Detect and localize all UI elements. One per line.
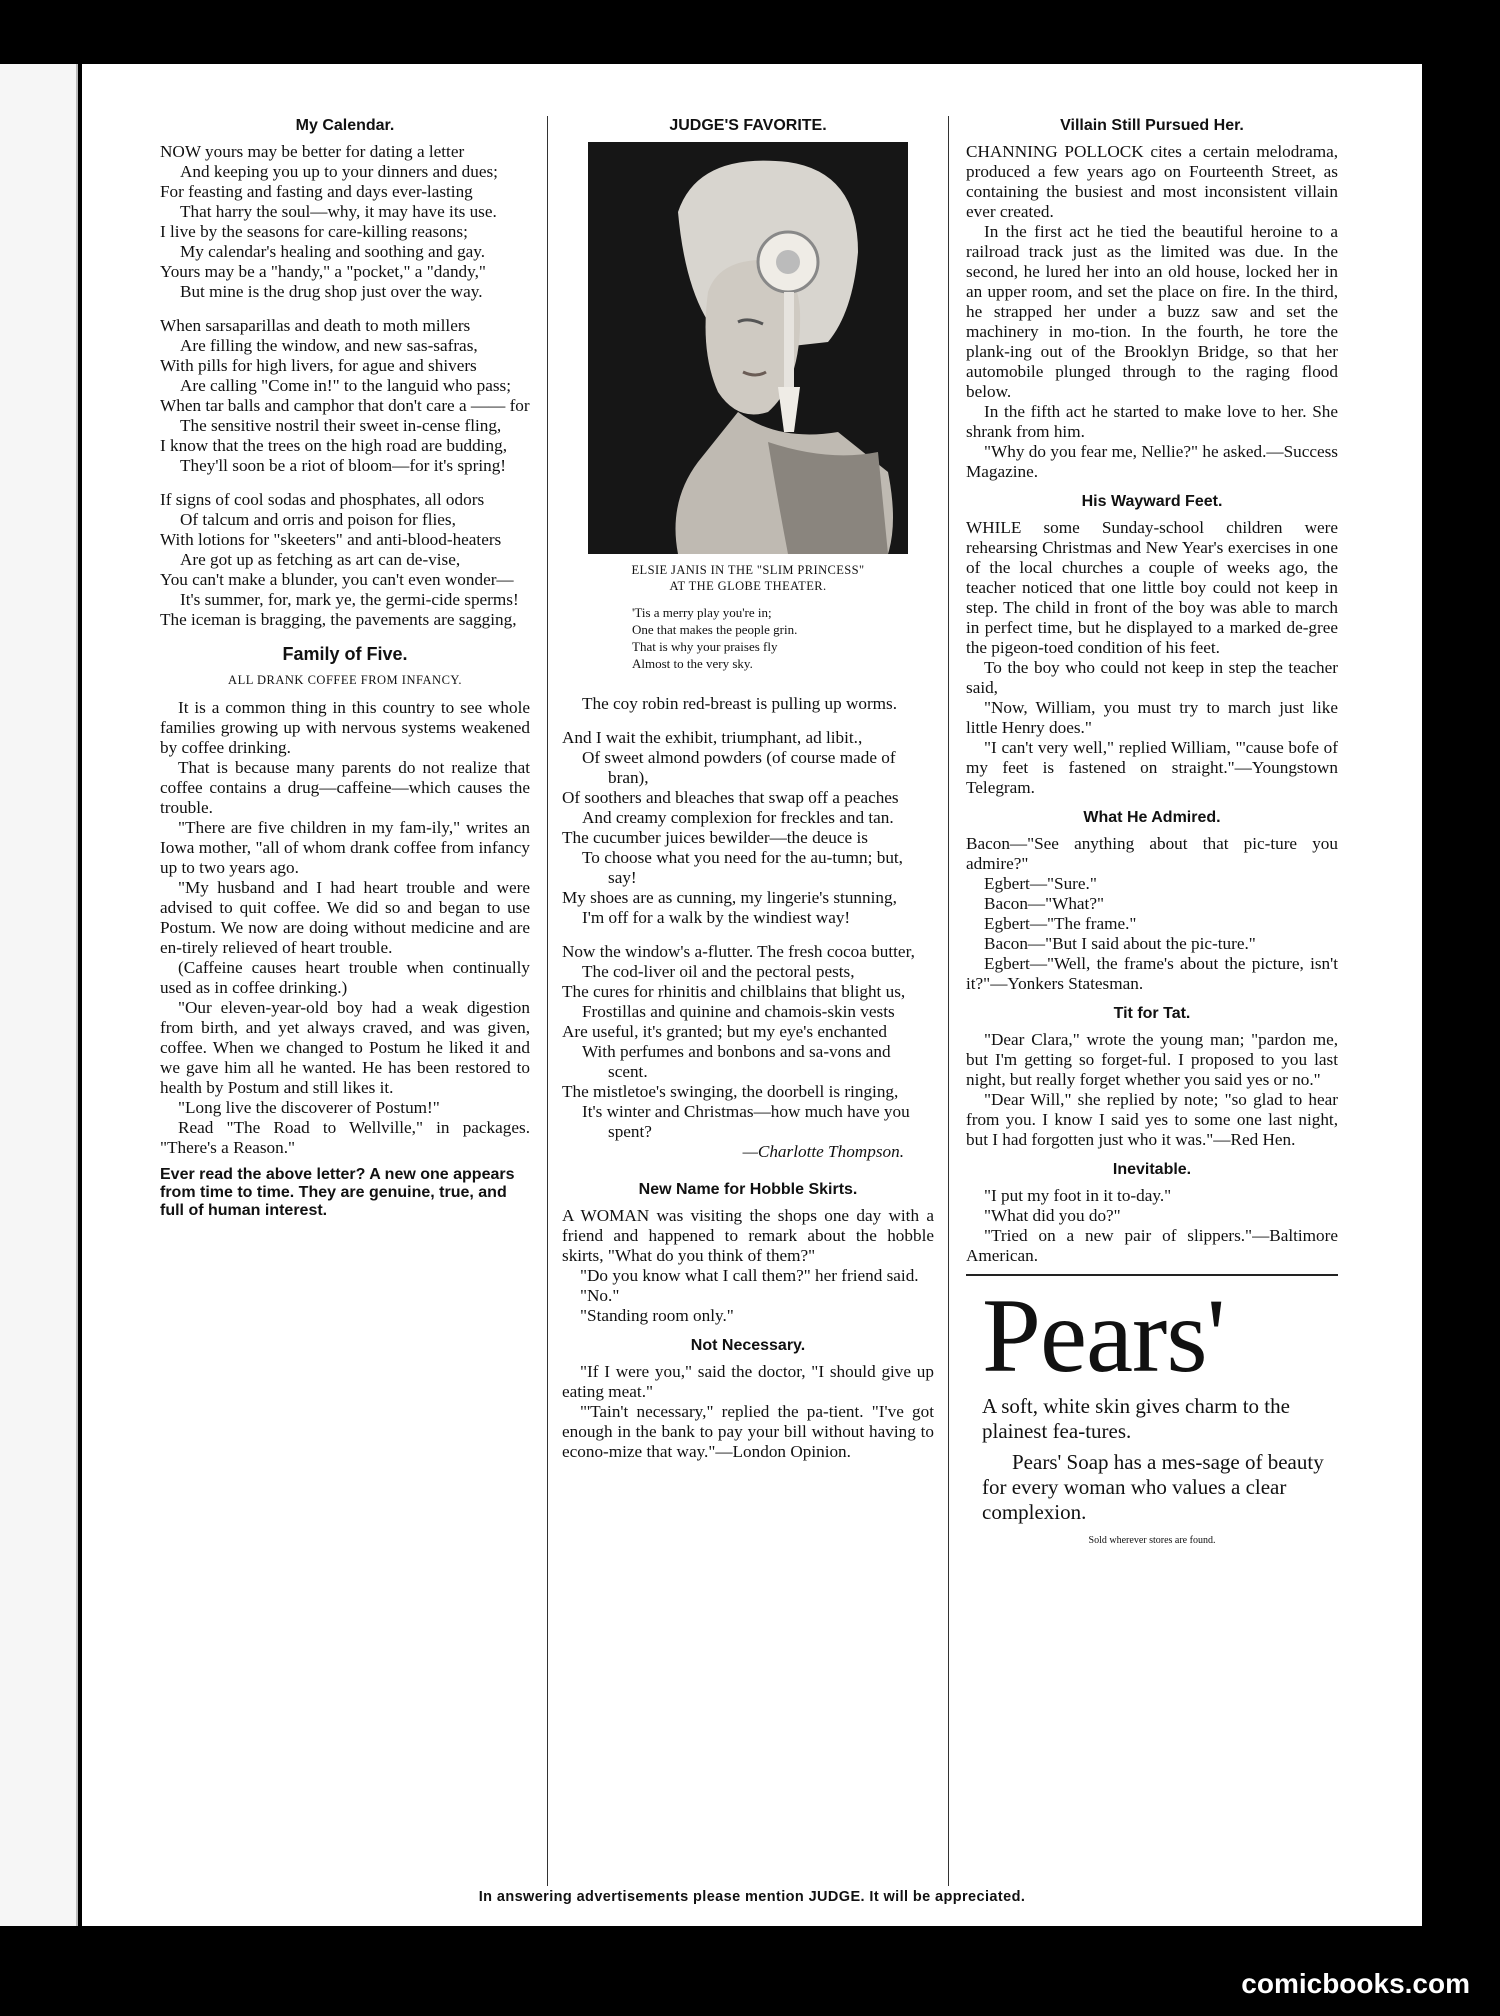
poem-stanza-3: [562, 942, 934, 1142]
poem-line: It's summer, for, mark ye, the germi-cide sperms!: [180, 590, 519, 609]
column-left: [160, 116, 530, 1220]
tit-title: Tit for Tat.: [1113, 1005, 1191, 1022]
poem-stanza-2: [562, 728, 934, 928]
poem-line: Are filling the window, and new sas-safras,: [180, 336, 478, 355]
admired-article: [966, 834, 1338, 994]
poem-line: I live by the seasons for care-killing reasons;: [160, 222, 468, 241]
poem-line: Are calling "Come in!" to the languid who pass;: [180, 376, 511, 395]
paragraph: "My husband and I had heart trouble and were advised to quit coffee. We did so and began to use Postum. We now are doing without medicine and are en-tirely relieved of heart trouble.: [160, 878, 530, 957]
pears-brand: Pears': [982, 1277, 1225, 1394]
inevitable-article: [966, 1186, 1338, 1266]
pears-advertisement: [966, 1277, 1338, 1551]
poem-line: I know that the trees on the high road are budding,: [160, 436, 507, 455]
paragraph: That is because many parents do not realize that coffee contains a drug—caffeine—which causes the trouble.: [160, 758, 530, 817]
paragraph: "'Tain't necessary," replied the pa-tient. "I've got enough in the bank to pay your bill without having to econo-mize that way."—London Opinion.: [562, 1402, 934, 1461]
paragraph: Bacon—"See anything about that pic-ture you admire?": [966, 834, 1338, 873]
poem-line: If signs of cool sodas and phosphates, all odors: [160, 490, 485, 509]
poem-line: I'm off for a walk by the windiest way!: [582, 908, 851, 927]
column-right: [966, 116, 1338, 1551]
watermark: comicbooks.com: [1241, 1968, 1470, 1999]
paragraph: "I can't very well," replied William, "'cause bofe of my feet is fastened on straight."—Youngstown Telegram.: [966, 738, 1338, 797]
poem-line: And creamy complexion for freckles and tan.: [582, 808, 894, 827]
poem-line: With lotions for "skeeters" and anti-blood-heaters: [160, 530, 502, 549]
poem-line: With perfumes and bonbons and sa-vons and scent.: [582, 1042, 891, 1081]
paragraph: "Do you know what I call them?" her friend said.: [580, 1266, 919, 1285]
paragraph: Egbert—"Well, the frame's about the picture, isn't it?"—Yonkers Statesman.: [966, 954, 1338, 993]
paragraph: "If I were you," said the doctor, "I should give up eating meat.": [562, 1362, 934, 1401]
portrait-verse: [632, 604, 934, 672]
poem-line: They'll soon be a riot of bloom—for it's spring!: [180, 456, 507, 475]
portrait-caption-2: AT THE GLOBE THEATER.: [669, 579, 827, 593]
villain-article: [966, 142, 1338, 482]
page-footer: In answering advertisements please mention JUDGE. It will be appreciated.: [478, 1889, 1026, 1905]
poem-line: Now the window's a-flutter. The fresh cocoa butter,: [562, 942, 915, 961]
poem-line: The cucumber juices bewilder—the deuce is: [562, 828, 868, 847]
poem-line: That harry the soul—why, it may have its use.: [180, 202, 497, 221]
calendar-stanza-2: [160, 316, 530, 476]
poem-line: Are useful, it's granted; but my eye's enchanted: [562, 1022, 888, 1041]
verse-line: Almost to the very sky.: [632, 656, 753, 671]
notnecessary-title: Not Necessary.: [690, 1337, 806, 1354]
column-middle: [562, 116, 934, 1462]
poem-line: Of soothers and bleaches that swap off a peaches: [562, 788, 899, 807]
paragraph: To the boy who could not keep in step the teacher said,: [966, 658, 1338, 697]
poem-stanza-1: [562, 694, 934, 714]
poem-line: You can't make a blunder, you can't even wonder—: [160, 570, 514, 589]
poem-line: It's winter and Christmas—how much have you spent?: [582, 1102, 910, 1141]
villain-title: Villain Still Pursued Her.: [1060, 117, 1244, 134]
hobble-title: New Name for Hobble Skirts.: [638, 1181, 858, 1198]
poem-line: For feasting and fasting and days ever-lasting: [160, 182, 473, 201]
paragraph: "What did you do?": [984, 1206, 1121, 1225]
poem-line: But mine is the drug shop just over the way.: [180, 282, 483, 301]
favorite-title: JUDGE'S FAVORITE.: [669, 117, 827, 134]
paragraph: A WOMAN was visiting the shops one day with a friend and happened to remark about the hobble skirts, "What do you think of them?": [562, 1206, 934, 1265]
hobble-article: [562, 1206, 934, 1326]
poem-line: The cod-liver oil and the pectoral pests,: [582, 962, 855, 981]
family-subtitle: ALL DRANK COFFEE FROM INFANCY.: [228, 673, 462, 687]
paragraph: "Our eleven-year-old boy had a weak digestion from birth, and yet always craved, and was given, coffee. When we changed to Postum he liked it and we gave him all he wanted. He has been restored to health by Postum and still likes it.: [160, 998, 530, 1097]
pears-found: Sold wherever stores are found.: [1088, 1535, 1216, 1546]
notnecessary-article: [562, 1362, 934, 1462]
column-rule-2: [948, 116, 949, 1886]
poem-line: My calendar's healing and soothing and gay.: [180, 242, 486, 261]
family-closer: Ever read the above letter? A new one appears from time to time. They are genuine, true, and full of human interest.: [160, 1166, 515, 1219]
paragraph: "Long live the discoverer of Postum!": [178, 1098, 440, 1117]
paragraph: CHANNING POLLOCK cites a certain melodrama, produced a few years ago on Fourteenth Street, as containing the busiest and most inconsistent villain ever created.: [966, 142, 1338, 221]
verse-line: That is why your praises fly: [632, 639, 778, 654]
column-rule-1: [547, 116, 548, 1886]
poem-line: When tar balls and camphor that don't care a —— for: [160, 396, 530, 415]
paragraph: "There are five children in my fam-ily," writes an Iowa mother, "all of whom drank coffee from infancy up to two years ago.: [160, 818, 530, 877]
magazine-page: [82, 64, 1422, 1926]
verse-line: 'Tis a merry play you're in;: [632, 605, 772, 620]
poem-line: Of talcum and orris and poison for flies,: [180, 510, 456, 529]
inevitable-title: Inevitable.: [1112, 1161, 1192, 1178]
paragraph: WHILE some Sunday-school children were rehearsing Christmas and New Year's exercises in one of the local churches a couple of weeks ago, the teacher noticed that one little boy could not keep in step. The child in front of the boy was able to march in perfect time, but he displayed to a marked de-gree the pigeon-toed condition of his feet.: [966, 518, 1338, 657]
poem-line: Of sweet almond powders (of course made of bran),: [582, 748, 896, 787]
poem-line: And keeping you up to your dinners and dues;: [180, 162, 498, 181]
poem-line: NOW yours may be better for dating a letter: [160, 142, 465, 161]
paragraph: In the fifth act he started to make love to her. She shrank from him.: [966, 402, 1338, 441]
family-title: Family of Five.: [282, 644, 408, 664]
poem-line: To choose what you need for the au-tumn; but, say!: [582, 848, 903, 887]
paragraph: "Dear Clara," wrote the young man; "pardon me, but I'm getting so forget-ful. I proposed to you last night, but really forget whether you said yes or no.": [966, 1030, 1338, 1089]
poem-line: And I wait the exhibit, triumphant, ad libit.,: [562, 728, 863, 747]
calendar-stanza-1: [160, 142, 530, 302]
paragraph: "Tried on a new pair of slippers."—Baltimore American.: [966, 1226, 1338, 1265]
poem-line: Yours may be a "handy," a "pocket," a "dandy,": [160, 262, 486, 281]
facing-page-edge: [0, 64, 78, 1926]
paragraph: In the first act he tied the beautiful heroine to a railroad track just as the limited was due. In the second, he lured her into an old house, locked her in an upper room, and set the place on fire. In the third, he strapped her under a buzz saw and set the machinery in mo-tion. In the fourth, he tore the plank-ing out of the Brooklyn Bridge, so that her automobile plunged through to the raging flood below.: [966, 222, 1338, 401]
portrait-caption-1: ELSIE JANIS IN THE "SLIM PRINCESS": [631, 563, 865, 577]
poem-line: The iceman is bragging, the pavements are sagging,: [160, 610, 517, 629]
poem-line: When sarsaparillas and death to moth millers: [160, 316, 471, 335]
paragraph: Bacon—"What?": [984, 894, 1104, 913]
ad-divider: [966, 1274, 1338, 1276]
paragraph: Egbert—"Sure.": [984, 874, 1097, 893]
portrait-photo: [588, 142, 908, 554]
wayward-article: [966, 518, 1338, 798]
calendar-stanza-3: [160, 490, 530, 630]
poem-line: Frostillas and quinine and chamois-skin vests: [582, 1002, 895, 1021]
paragraph: "Why do you fear me, Nellie?" he asked.—Success Magazine.: [966, 442, 1338, 481]
pears-text-2: Pears' Soap has a mes-sage of beauty for every woman who values a clear complexion.: [982, 1450, 1324, 1524]
paragraph: "Standing room only.": [580, 1306, 734, 1325]
paragraph: "No.": [580, 1286, 620, 1305]
paragraph: "Now, William, you must try to march just like little Henry does.": [966, 698, 1338, 737]
paragraph: Bacon—"But I said about the pic-ture.": [984, 934, 1256, 953]
calendar-title: My Calendar.: [295, 117, 395, 134]
family-article: [160, 698, 530, 1158]
poem-line: The mistletoe's swinging, the doorbell is ringing,: [562, 1082, 899, 1101]
paragraph: Read "The Road to Wellville," in packages. "There's a Reason.": [160, 1118, 530, 1157]
poem-line: With pills for high livers, for ague and shivers: [160, 356, 477, 375]
elsie-janis-portrait: [588, 142, 908, 554]
paragraph: (Caffeine causes heart trouble when continually used as in coffee drinking.): [160, 958, 530, 997]
paragraph: "I put my foot in it to-day.": [984, 1186, 1172, 1205]
poem-line: Are got up as fetching as art can de-vise,: [180, 550, 461, 569]
poem-line: The cures for rhinitis and chilblains that blight us,: [562, 982, 906, 1001]
paragraph: Egbert—"The frame.": [984, 914, 1137, 933]
paragraph: "Dear Will," she replied by note; "so glad to hear from you. I know I said yes to some one last night, but I had forgotten just who it was."—Red Hen.: [966, 1090, 1338, 1149]
verse-line: One that makes the people grin.: [632, 622, 798, 637]
admired-title: What He Admired.: [1083, 809, 1221, 826]
wayward-title: His Wayward Feet.: [1081, 493, 1223, 510]
paragraph: It is a common thing in this country to see whole families growing up with nervous systems weakened by coffee drinking.: [160, 698, 530, 757]
poem-signature: —Charlotte Thompson.: [742, 1142, 904, 1161]
tit-article: [966, 1030, 1338, 1150]
poem-line: My shoes are as cunning, my lingerie's stunning,: [562, 888, 897, 907]
pears-text-1: A soft, white skin gives charm to the plainest fea-tures.: [982, 1394, 1290, 1443]
poem-line: The sensitive nostril their sweet in-cense fling,: [180, 416, 502, 435]
poem-line: The coy robin red-breast is pulling up worms.: [582, 694, 898, 713]
